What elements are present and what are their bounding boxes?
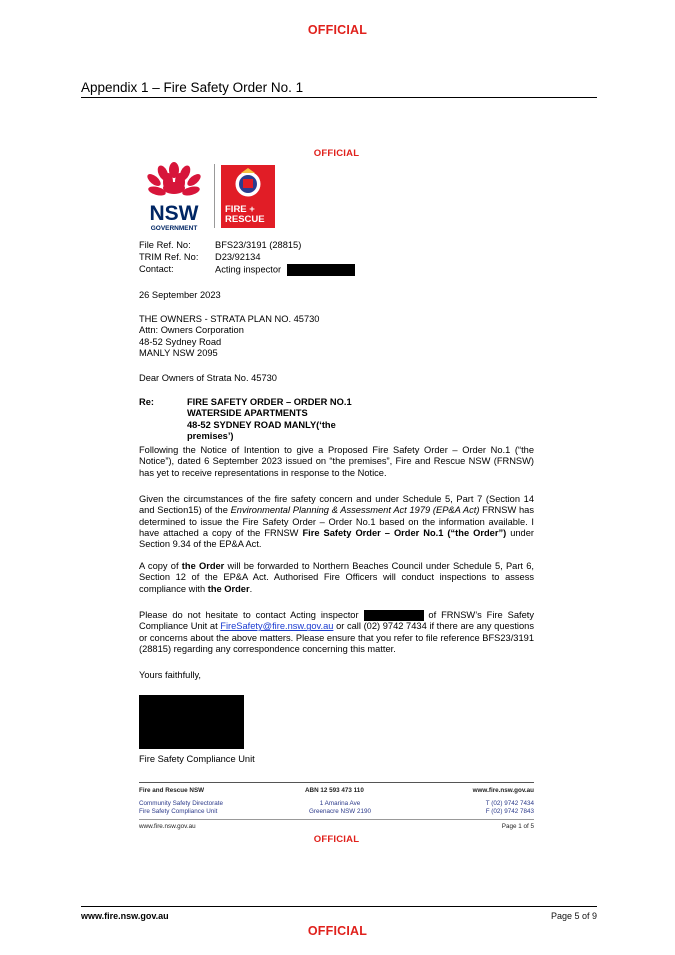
- letter-classification-bottom: OFFICIAL: [313, 834, 360, 845]
- order-name: Fire Safety Order – Order No.1 (“the Order”): [302, 527, 507, 538]
- logo-divider: [214, 164, 215, 228]
- email-link[interactable]: FireSafety@fire.nsw.gov.au: [220, 621, 334, 632]
- page-number: Page 5 of 9: [550, 911, 597, 921]
- contact-value: Acting inspector: [215, 264, 282, 275]
- nsw-logo-subtext: GOVERNMENT: [150, 225, 198, 232]
- file-ref-label: File Ref. No:: [139, 240, 191, 250]
- paragraph-2: [139, 494, 534, 551]
- address-line: THE OWNERS - STRATA PLAN NO. 45730: [139, 314, 320, 324]
- paragraph-4-text: Please do not hesitate to contact Acting inspector: [139, 610, 364, 620]
- footer-url: www.fire.nsw.gov.au: [81, 911, 169, 921]
- nsw-government-logo: [139, 160, 209, 232]
- signature-unit: Fire Safety Compliance Unit: [139, 754, 255, 764]
- footer-address: [301, 800, 379, 815]
- paragraph-2-text: Given the circumstances of the fire safety concern and under Schedule 5, Part 7 (Section 14 and Section15) of the: [139, 494, 534, 516]
- footer-dept: Fire Safety Compliance Unit: [139, 807, 218, 815]
- footer-abn: ABN 12 593 473 110: [305, 787, 364, 794]
- paragraph-3-text: .: [249, 583, 253, 594]
- address-line: MANLY NSW 2095: [139, 347, 218, 358]
- paragraph-4-text: or call (02) 9742 7434 if there are any questions or concerns about the above matters. Please ensure that you refer to file reference BFS23/3191 (28815) regarding any correspondence concerning this matter.: [139, 621, 534, 654]
- footer-rule: [81, 906, 597, 907]
- footer-phone: T (02) 9742 7434: [485, 800, 534, 807]
- letter-date: 26 September 2023: [139, 290, 221, 300]
- waratah-icon: [139, 160, 209, 232]
- subject-line: FIRE SAFETY ORDER – ORDER NO.1: [187, 397, 352, 407]
- paragraph-3-text: A copy of: [139, 561, 182, 571]
- page-title: Appendix 1 – Fire Safety Order No. 1: [81, 80, 304, 95]
- paragraph-2-text: under Section 9.34 of the EP&A Act.: [139, 527, 534, 550]
- nsw-logo-text: NSW: [149, 202, 199, 225]
- fire-rescue-logo: [221, 165, 275, 228]
- paragraph-3-text: will be forwarded to Northern Beaches Council under Schedule 5, Part 6, Section 12 of the EP&A Act. Authorised Fire Officers will conduct inspections to assess compliance with: [139, 561, 534, 594]
- footer-address-line: Greenacre NSW 2190: [309, 807, 371, 815]
- embedded-letter: [139, 140, 534, 845]
- contact-label: Contact:: [139, 264, 174, 275]
- address-line: Attn: Owners Corporation: [139, 325, 244, 336]
- trim-ref-value: D23/92134: [215, 252, 261, 262]
- footer-web-left: www.fire.nsw.gov.au: [139, 823, 196, 830]
- letter-footer-rule: [139, 782, 534, 783]
- trim-ref-row: [139, 252, 261, 263]
- paragraph-1: Following the Notice of Intention to give a Proposed Fire Safety Order – Order No.1 (“the Notice”), dated 6 September 2023 issued on “the premises”, Fire and Rescue NSW (FRNSW) has yet to receive representations in response to the Notice.: [139, 445, 534, 478]
- footer-fax: F (02) 9742 7843: [485, 807, 534, 815]
- redaction-box: [287, 264, 355, 276]
- footer-phones: [486, 800, 534, 815]
- address-line: 48-52 Sydney Road: [139, 336, 222, 347]
- footer-web: www.fire.nsw.gov.au: [472, 787, 534, 794]
- letter-classification-top: OFFICIAL: [313, 148, 360, 159]
- fire-rescue-logo-line2: RESCUE: [225, 213, 265, 225]
- header-rule: [81, 97, 597, 98]
- signature-redaction: [139, 695, 244, 749]
- classification-top: OFFICIAL: [307, 23, 368, 37]
- footer-departments: [139, 800, 223, 815]
- closing: Yours faithfully,: [139, 670, 202, 680]
- subject-line: premises’): [187, 430, 234, 441]
- subject-line: 48-52 SYDNEY ROAD MANLY(‘the: [187, 419, 336, 430]
- redaction-box: [364, 610, 424, 621]
- file-ref-value: BFS23/3191 (28815): [215, 240, 302, 250]
- trim-ref-label: TRIM Ref. No:: [139, 252, 199, 262]
- paragraph-3: [139, 561, 534, 595]
- salutation: Dear Owners of Strata No. 45730: [139, 373, 277, 383]
- order-ref: the Order: [207, 583, 250, 594]
- footer-dept: Community Safety Directorate: [139, 800, 223, 807]
- letter-footer-rule-2: [139, 819, 534, 820]
- footer-org: Fire and Rescue NSW: [139, 787, 205, 794]
- act-name: Environmental Planning & Assessment Act 1979 (EP&A Act): [230, 505, 480, 516]
- paragraph-4-text: of FRNSW’s Fire Safety Compliance Unit at: [139, 610, 534, 632]
- crest-icon: [221, 165, 275, 205]
- footer-letter-page: Page 1 of 5: [501, 823, 534, 830]
- order-ref: the Order: [181, 561, 225, 571]
- contact-row: [139, 264, 355, 276]
- subject-label: Re:: [139, 397, 154, 407]
- classification-bottom: OFFICIAL: [307, 924, 368, 938]
- subject-line: WATERSIDE APARTMENTS: [187, 408, 308, 419]
- address-block: [139, 314, 534, 359]
- paragraph-2-text: FRNSW has determined to issue the Fire Safety Order – Order No.1 based on the information available. I have attached a copy of the FRNSW: [139, 505, 534, 538]
- paragraph-4: [139, 610, 534, 655]
- fire-rescue-logo-line1: FIRE +: [225, 204, 255, 215]
- file-ref-row: [139, 240, 301, 251]
- footer-address-line: 1 Amarina Ave: [319, 800, 361, 807]
